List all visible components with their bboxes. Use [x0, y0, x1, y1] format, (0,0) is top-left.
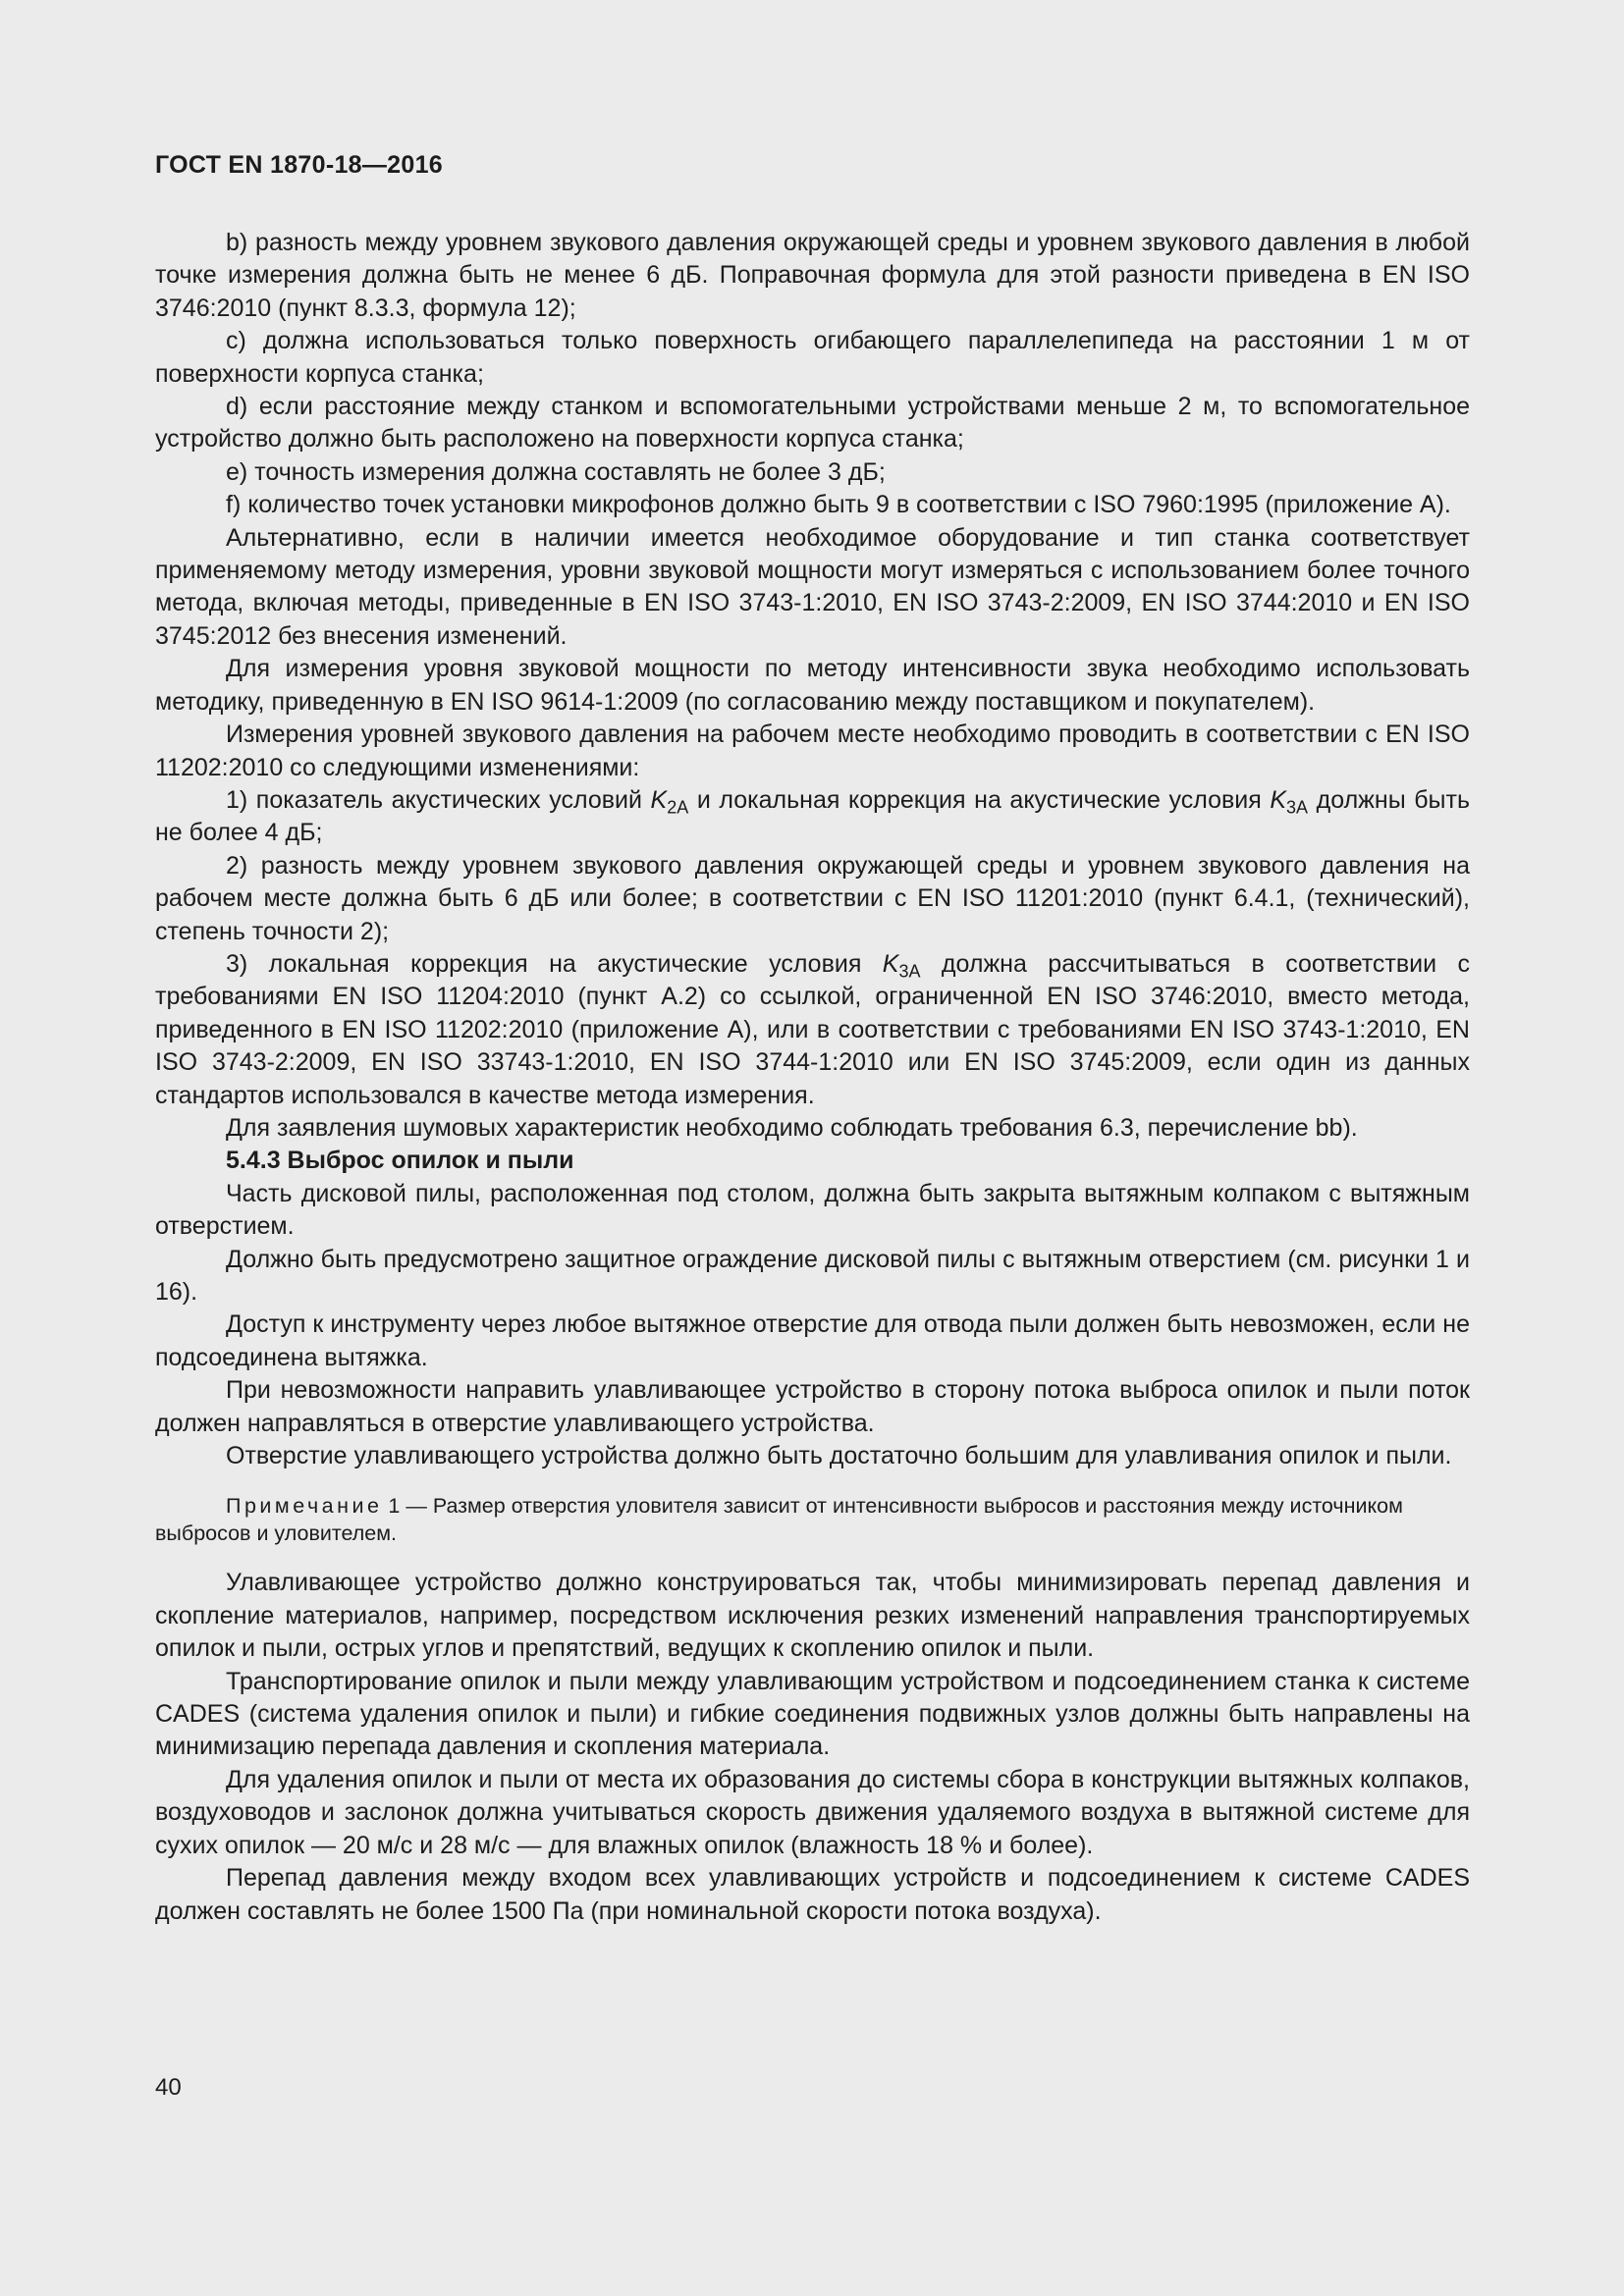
- list-item-1-text-a: 1) показатель акустических условий: [226, 785, 651, 814]
- paragraph-transport: Транспортирование опилок и пыли между улавливающим устройством и подсоединением станка к системе CADES (система удаления опилок и пыли) и гибкие соединения подвижных узлов должны быть направлены на минимизацию перепада давления и скопления материала.: [155, 1667, 1470, 1761]
- paragraph-guard: Должно быть предусмотрено защитное ограждение дисковой пилы с вытяжным отверстием (см. рисунки 1 и 16).: [155, 1245, 1470, 1306]
- list-item-1: [155, 784, 1470, 850]
- document-header: ГОСТ EN 1870-18—2016: [155, 151, 443, 179]
- page-number: 40: [155, 2074, 182, 2101]
- paragraph-b: b) разность между уровнем звукового давления окружающей среды и уровнем звукового давления в любой точке измерения должна быть не менее 6 дБ. Поправочная формула для этой разности приведена в EN ISO 3746:2010 (пункт 8.3.3, формула 12);: [155, 229, 1470, 322]
- list-item-2: 2) разность между уровнем звукового давления окружающей среды и уровнем звукового давления на рабочем месте должна быть 6 дБ или более; в соответствии с EN ISO 11201:2010 (пункт 6.4.1, (технический), степень точности 2);: [155, 851, 1470, 945]
- k2a-symbol: K: [650, 785, 668, 814]
- paragraph-saw-part: Часть дисковой пилы, расположенная под столом, должна быть закрыта вытяжным колпаком с вытяжным отверстием.: [155, 1179, 1470, 1241]
- list-item-3-text-a: 3) локальная коррекция на акустические условия: [226, 949, 883, 978]
- list-item-1-text-b: и локальная коррекция на акустические условия: [688, 785, 1271, 814]
- note-text: 1 — Размер отверстия уловителя зависит от интенсивности выбросов и расстояния между источником выбросов и уловителем.: [155, 1494, 1403, 1546]
- paragraph-d: d) если расстояние между станком и вспомогательными устройствами меньше 2 м, то вспомогательное устройство должно быть расположено на поверхности корпуса станка;: [155, 393, 1470, 454]
- k3a-symbol: K: [1270, 785, 1287, 814]
- paragraph-e: e) точность измерения должна составлять не более 3 дБ;: [226, 457, 886, 486]
- paragraph-pressure: Перепад давления между входом всех улавливающих устройств и подсоединением к системе CADES должен составлять не более 1500 Па (при номинальной скорости потока воздуха).: [155, 1864, 1470, 1925]
- paragraph-workplace: Измерения уровней звукового давления на рабочем месте необходимо проводить в соответствии с EN ISO 11202:2010 со следующими изменениями:: [155, 721, 1470, 781]
- paragraph-intensity: Для измерения уровня звуковой мощности по методу интенсивности звука необходимо использовать методику, приведенную в EN ISO 9614-1:2009 (по согласованию между поставщиком и покупателем).: [155, 655, 1470, 716]
- note: [155, 1492, 1470, 1547]
- paragraph-direction: При невозможности направить улавливающее устройство в сторону потока выброса опилок и пыли поток должен направляться в отверстие улавливающего устройства.: [155, 1376, 1470, 1437]
- k3a-subscript: 3A: [1286, 797, 1309, 818]
- paragraph-design: Улавливающее устройство должно конструироваться так, чтобы минимизировать перепад давления и скопление материалов, например, посредством исключения резких изменений направления транспортируемых опилок и пыли, острых углов и препятствий, ведущих к скоплению опилок и пыли.: [155, 1569, 1470, 1663]
- list-item-3-text-b: должна рассчитываться в соответствии с требованиями EN ISO 11204:2010 (пункт А.2) со ссылкой, ограниченной EN ISO 3746:2010, вместо метода, приведенного в EN ISO 11202:2010 (приложение А), или в соответствии с требованиями EN ISO 3743-1:2010, EN ISO 3743-2:2009, EN ISO 33743-1:2010, EN ISO 3744-1:2010 или EN ISO 3745:2009, если один из данных стандартов использовался в качестве метода измерения.: [155, 949, 1471, 1109]
- paragraph-declaration: Для заявления шумовых характеристик необходимо соблюдать требования 6.3, перечисление bb).: [226, 1113, 1358, 1142]
- k3a-symbol: K: [882, 949, 899, 978]
- paragraph-c: c) должна использоваться только поверхность огибающего параллелепипеда на расстоянии 1 м от поверхности корпуса станка;: [155, 327, 1470, 388]
- paragraph-access: Доступ к инструменту через любое вытяжное отверстие для отвода пыли должен быть невозможен, если не подсоединена вытяжка.: [155, 1310, 1470, 1371]
- paragraph-alternative: Альтернативно, если в наличии имеется необходимое оборудование и тип станка соответствует применяемому методу измерения, уровни звуковой мощности могут измеряться с использованием более точного метода, включая методы, приведенные в EN ISO 3743-1:2010, EN ISO 3743-2:2009, EN ISO 3744:2010 и EN ISO 3745:2012 без внесения изменений.: [155, 523, 1470, 650]
- paragraph-f: f) количество точек установки микрофонов должно быть 9 в соответствии с ISO 7960:1995 (приложение А).: [226, 491, 1451, 519]
- page-content: [155, 227, 1470, 1928]
- paragraph-opening: Отверстие улавливающего устройства должно быть достаточно большим для улавливания опилок и пыли.: [226, 1442, 1452, 1470]
- list-item-3: [155, 948, 1470, 1112]
- paragraph-removal: Для удаления опилок и пыли от места их образования до системы сбора в конструкции вытяжных колпаков, воздуховодов и заслонок должна учитываться скорость движения удаляемого воздуха в вытяжной системе для сухих опилок — 20 м/с и 28 м/с — для влажных опилок (влажность 18 % и более).: [155, 1765, 1470, 1859]
- k3a-subscript: 3A: [898, 961, 921, 982]
- section-heading: 5.4.3 Выброс опилок и пыли: [226, 1147, 574, 1175]
- list-item-1-text-c: должны быть не более 4 дБ;: [155, 785, 1470, 847]
- k2a-subscript: 2A: [667, 797, 689, 818]
- note-label: Примечание: [226, 1494, 383, 1519]
